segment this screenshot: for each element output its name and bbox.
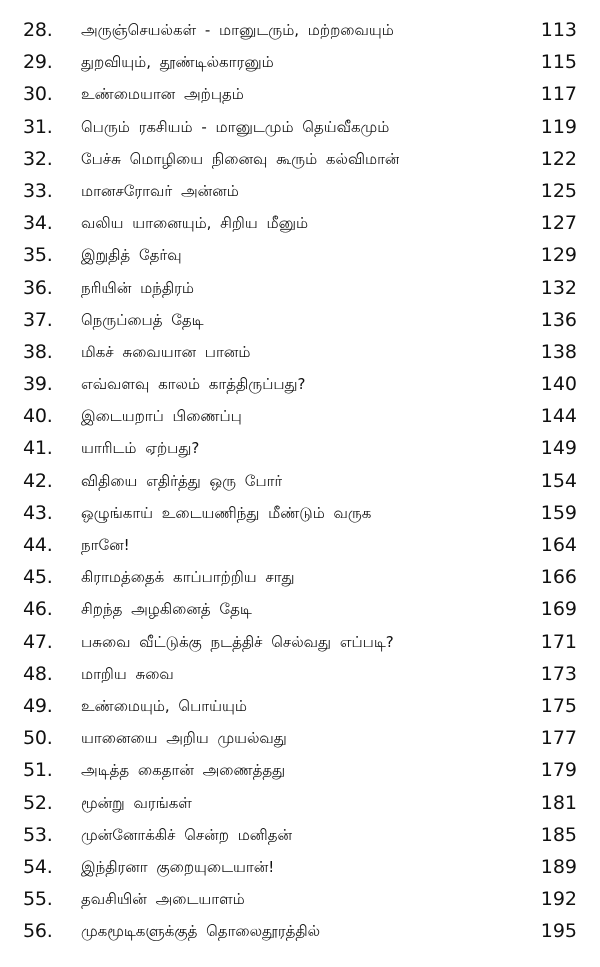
entry-number: 55. [23, 888, 53, 911]
entry-number: 45. [23, 566, 53, 589]
entry-title: முன்னோக்கிச் சென்ற மனிதன் [81, 825, 293, 844]
toc-entry [0, 272, 600, 304]
entry-number: 54. [23, 855, 53, 878]
entry-number: 48. [23, 662, 53, 685]
toc-entry [0, 207, 600, 239]
entry-title: நானே! [81, 536, 130, 554]
entry-title: மானசரோவர் அன்னம் [81, 181, 239, 200]
entry-number: 31. [23, 115, 53, 138]
entry-number: 32. [23, 147, 53, 170]
entry-page-number: 173 [540, 662, 577, 685]
entry-page-number: 166 [540, 566, 577, 589]
entry-title: மிகச் சுவையான பானம் [81, 342, 251, 361]
entry-page-number: 129 [540, 244, 577, 267]
entry-number: 41. [23, 437, 53, 460]
entry-page-number: 169 [540, 598, 577, 621]
entry-title: அருஞ்செயல்கள் - மானுடரும், மற்றவையும் [81, 21, 394, 39]
toc-entry [0, 465, 600, 497]
entry-title: விதியை எதிர்த்து ஒரு போர் [81, 471, 283, 490]
toc-entry [0, 819, 600, 851]
toc-entry [0, 754, 600, 786]
toc-entry [0, 658, 600, 690]
toc-entry [0, 690, 600, 722]
toc-entry [0, 400, 600, 432]
entry-title: துறவியும், தூண்டில்காரனும் [81, 53, 274, 72]
entry-title: உண்மையும், பொய்யும் [81, 696, 247, 715]
entry-title: தவசியின் அடையாளம் [81, 890, 245, 909]
entry-page-number: 164 [540, 534, 577, 556]
entry-title: பேச்சு மொழியை நினைவு கூரும் கல்விமான் [81, 149, 400, 168]
entry-number: 51. [23, 759, 53, 782]
entry-page-number: 136 [540, 308, 577, 331]
toc-entry [0, 851, 600, 883]
entry-page-number: 171 [540, 630, 577, 653]
entry-page-number: 189 [540, 855, 577, 878]
entry-title: ஒழுங்காய் உடையணிந்து மீண்டும் வருக [81, 503, 372, 522]
toc-entry [0, 175, 600, 207]
entry-title: முகமூடிகளுக்குத் தொலைதூரத்தில் [81, 922, 321, 941]
entry-title: எவ்வளவு காலம் காத்திருப்பது? [81, 375, 306, 394]
entry-title: யானையை அறிய முயல்வது [81, 729, 287, 748]
entry-page-number: 179 [540, 759, 577, 782]
table-of-contents [0, 14, 600, 947]
toc-entry [0, 915, 600, 947]
entry-number: 49. [23, 694, 53, 717]
entry-title: இடையறாப் பிணைப்பு [81, 407, 242, 426]
entry-page-number: 140 [540, 373, 577, 396]
toc-entry [0, 529, 600, 561]
toc-entry [0, 46, 600, 78]
entry-title: நரியின் மந்திரம் [81, 278, 194, 297]
entry-page-number: 127 [540, 212, 577, 235]
entry-page-number: 181 [540, 791, 577, 814]
entry-title: மாறிய சுவை [81, 664, 174, 683]
entry-page-number: 195 [540, 920, 577, 943]
toc-entry [0, 432, 600, 464]
entry-number: 43. [23, 501, 53, 524]
entry-page-number: 149 [540, 437, 577, 460]
entry-title: பசுவை வீட்டுக்கு நடத்திச் செல்வது எப்படி? [81, 632, 394, 651]
entry-number: 33. [23, 179, 53, 202]
entry-page-number: 154 [540, 469, 577, 492]
toc-entry [0, 336, 600, 368]
entry-number: 42. [23, 469, 53, 492]
entry-title: வலிய யானையும், சிறிய மீனும் [81, 214, 309, 233]
entry-number: 46. [23, 598, 53, 621]
entry-page-number: 138 [540, 340, 577, 363]
entry-page-number: 177 [540, 727, 577, 750]
entry-number: 38. [23, 340, 53, 363]
toc-entry [0, 14, 600, 46]
entry-page-number: 125 [540, 179, 577, 202]
entry-page-number: 117 [540, 83, 577, 106]
entry-page-number: 159 [540, 501, 577, 524]
entry-title: மூன்று வரங்கள் [81, 793, 192, 812]
entry-title: சிறந்த அழகினைத் தேடி [81, 600, 252, 619]
toc-entry [0, 883, 600, 915]
toc-entry [0, 626, 600, 658]
entry-page-number: 175 [540, 694, 577, 717]
entry-number: 56. [23, 920, 53, 943]
entry-number: 44. [23, 534, 53, 556]
toc-entry [0, 143, 600, 175]
entry-page-number: 122 [540, 147, 577, 170]
entry-title: இந்திரனா குறையுடையான்! [81, 857, 275, 876]
toc-entry [0, 368, 600, 400]
toc-entry [0, 111, 600, 143]
toc-entry [0, 787, 600, 819]
toc-entry [0, 304, 600, 336]
entry-number: 47. [23, 630, 53, 653]
entry-page-number: 115 [540, 51, 577, 74]
entry-page-number: 144 [540, 405, 577, 428]
entry-title: இறுதித் தேர்வு [81, 246, 182, 265]
toc-entry [0, 722, 600, 754]
entry-number: 35. [23, 244, 53, 267]
entry-number: 53. [23, 823, 53, 846]
entry-number: 28. [23, 19, 53, 41]
toc-entry [0, 239, 600, 271]
entry-number: 37. [23, 308, 53, 331]
entry-number: 36. [23, 276, 53, 299]
entry-page-number: 132 [540, 276, 577, 299]
entry-number: 29. [23, 51, 53, 74]
entry-number: 52. [23, 791, 53, 814]
entry-number: 39. [23, 373, 53, 396]
toc-entry [0, 497, 600, 529]
entry-title: அடித்த கைதான் அணைத்தது [81, 761, 286, 780]
toc-entry [0, 593, 600, 625]
entry-number: 40. [23, 405, 53, 428]
entry-title: நெருப்பைத் தேடி [81, 310, 204, 329]
entry-title: பெரும் ரகசியம் - மானுடமும் தெய்வீகமும் [81, 117, 390, 136]
toc-entry [0, 561, 600, 593]
entry-page-number: 185 [540, 823, 577, 846]
entry-page-number: 119 [540, 115, 577, 138]
entry-title: உண்மையான அற்புதம் [81, 85, 244, 104]
entry-number: 34. [23, 212, 53, 235]
entry-title: கிராமத்தைக் காப்பாற்றிய சாது [81, 568, 295, 587]
entry-number: 30. [23, 83, 53, 106]
toc-entry [0, 78, 600, 110]
entry-page-number: 113 [540, 19, 577, 41]
entry-title: யாரிடம் ஏற்பது? [81, 439, 200, 458]
entry-number: 50. [23, 727, 53, 750]
entry-page-number: 192 [540, 888, 577, 911]
